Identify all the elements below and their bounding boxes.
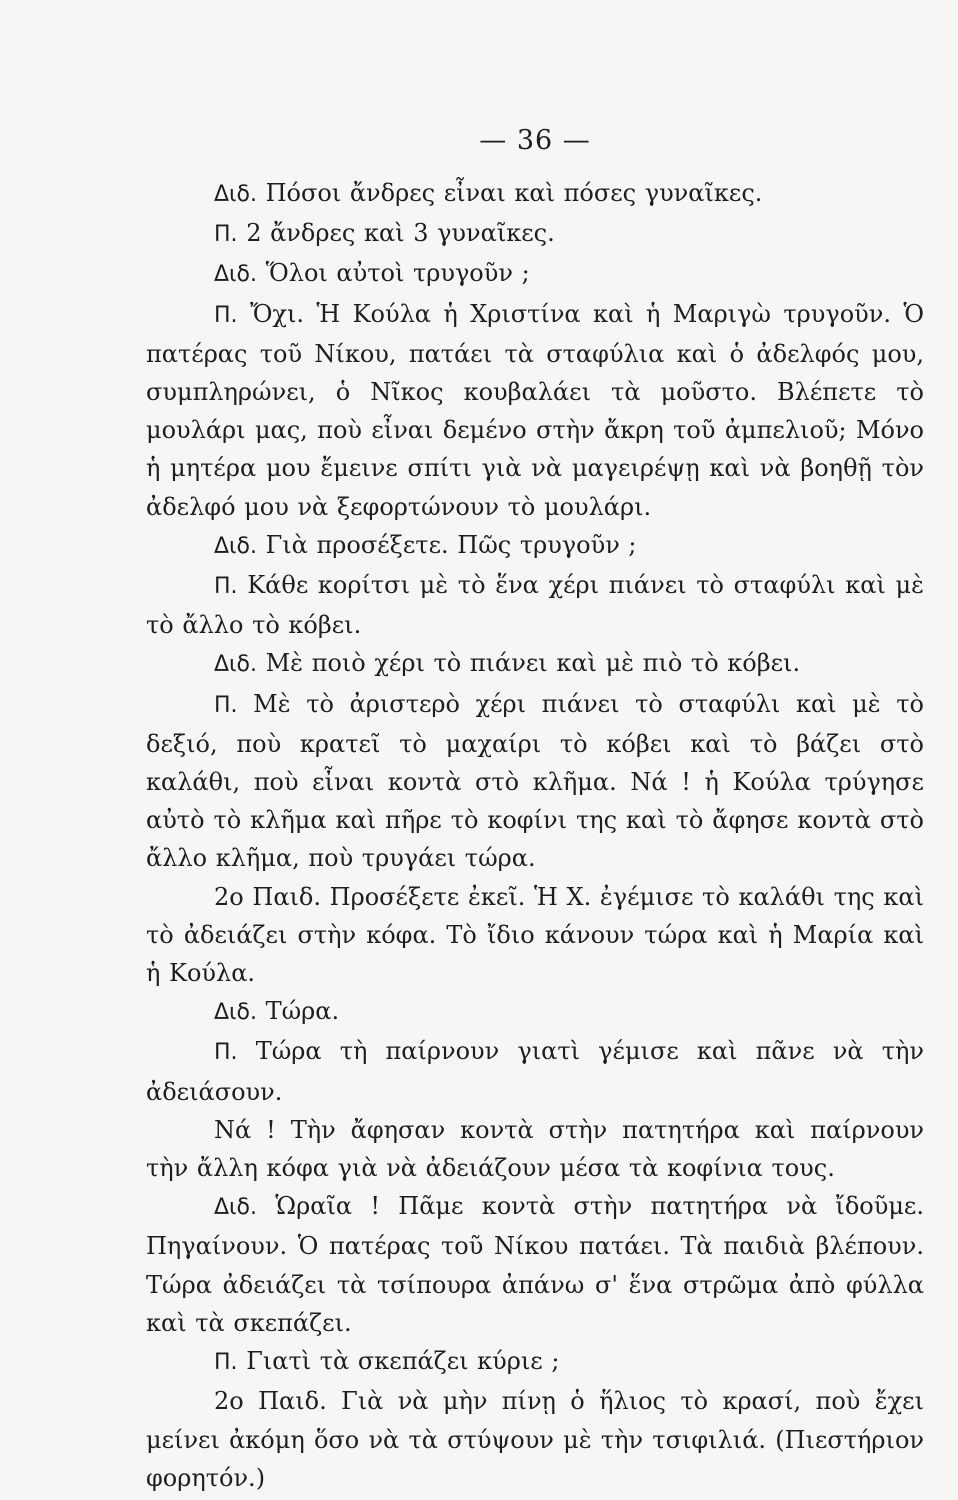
speaker-label: Π. [214,692,238,718]
paragraph [146,526,924,566]
document-page [146,118,924,1497]
paragraph-text: Πόσοι ἄνδρες εἶναι καὶ πόσες γυναῖκες. [265,179,763,207]
paragraph-text: Μὲ ποιὸ χέρι τὸ πιάνει καὶ μὲ πιὸ τὸ κόβει. [265,649,801,678]
speaker-label: Διδ. [214,182,257,207]
speaker-label: Π. [214,1350,238,1376]
paragraph-text: Γιὰ προσέξετε. Πῶς τρυγοῦν ; [265,530,637,559]
paragraph-text: Νά ! Τὴν ἄφησαν κοντὰ στὴν πατητήρα καὶ παίρνουν τὴν ἄλλη κόφα γιὰ νὰ ἀδειάζουν μέσα τὰ κοφίνια τους. [146,1115,924,1183]
speaker-label: Π. [214,1040,238,1066]
speaker-label: Διδ. [214,533,257,559]
paragraph [146,878,924,993]
paragraph-text: Γιατὶ τὰ σκεπάζει κύριε ; [246,1347,560,1376]
speaker-label: Διδ. [214,652,257,678]
page-number: — 36 — [479,125,591,156]
paragraph [146,174,924,214]
paragraph [146,1342,924,1382]
paragraph [146,644,924,684]
speaker-label: Διδ. [214,1195,257,1221]
paragraph [146,254,924,294]
speaker-label: Π. [214,302,238,328]
paragraph-text: Ὡραῖα ! Πᾶμε κοντὰ στὴν πατητήρα νὰ ἴδοῦμε. Πηγαίνουν. Ὁ πατέρας τοῦ Νίκου πατάει. Τὰ παιδιὰ βλέπουν. Τώρα ἀδειάζει τὰ τσίπουρα ἀπάνω σ' ἕνα στρῶμα ἀπὸ φύλλα καὶ τὰ σκεπάζει. [146,1192,924,1337]
speaker-label: Διδ. [214,262,257,288]
paragraph [146,992,924,1032]
paragraph-text: Τώρα τὴ παίρνουν γιατὶ γέμισε καὶ πᾶνε νὰ τὴν ἀδειάσουν. [146,1037,924,1106]
paragraph-text: 2ο Παιδ. Προσέξετε ἐκεῖ. Ἡ Χ. ἐγέμισε τὸ καλάθι της καὶ τὸ ἀδειάζει στὴν κόφα. Τὸ ἴδιο κάνουν τώρα καὶ ἡ Μαρία καὶ ἡ Κούλα. [146,882,924,988]
paragraph [146,685,924,878]
speaker-label: Π. [214,574,238,600]
paragraph [146,1382,924,1497]
paragraph-text: 2 ἄνδρες καὶ 3 γυναῖκες. [246,219,555,248]
paragraph [146,1032,924,1110]
paragraph-text: 2ο Παιδ. Γιὰ νὰ μὴν πίνῃ ὁ ἥλιος τὸ κρασί, ποὺ ἔχει μείνει ἀκόμη ὅσο νὰ τὰ στύψουν μὲ τὴν τσιφιλιά. (Πιεστήριον φορητόν.) [146,1387,924,1492]
paragraph-text: Ὅλοι αὐτοὶ τρυγοῦν ; [265,259,530,288]
paragraph [146,214,924,254]
speaker-label: Π. [214,222,238,248]
paragraph-text: Κάθε κορίτσι μὲ τὸ ἕνα χέρι πιάνει τὸ σταφύλι καὶ μὲ τὸ ἄλλο τὸ κόβει. [146,571,924,640]
paragraph [146,1187,924,1342]
paragraph-text: Μὲ τὸ ἀριστερὸ χέρι πιάνει τὸ σταφύλι καὶ μὲ τὸ δεξιό, ποὺ κρατεῖ τὸ μαχαίρι τὸ κόβει καὶ τὸ βάζει στὸ καλάθι, ποὺ εἶναι κοντὰ στὸ κλῆμα. Νά ! ἡ Κούλα τρύγησε αὐτὸ τὸ κλῆμα καὶ πῆρε τὸ κοφίνι της καὶ τὸ ἄφησε κοντὰ στὸ ἄλλο κλῆμα, ποὺ τρυγάει τώρα. [146,689,924,873]
paragraph [146,295,924,526]
paragraph-text: Ὄχι. Ἡ Κούλα ἡ Χριστίνα καὶ ἡ Μαριγὼ τρυγοῦν. Ὁ πατέρας τοῦ Νίκου, πατάει τὰ σταφύλια καὶ ὁ ἀδελφός μου, συμπληρώνει, ὁ Νῖκος κουβαλάει τὰ μοῦστο. Βλέπετε τὸ μουλάρι μας, ποὺ εἶναι δεμένο στὴν ἄκρη τοῦ ἀμπελιοῦ; Μόνο ἡ μητέρα μου ἔμεινε σπίτι γιὰ νὰ μαγειρέψῃ καὶ νὰ βοηθῇ τὸν ἀδελφό μου νὰ ξεφορτώνουν τὸ μουλάρι. [146,299,924,521]
paragraph-text: Τώρα. [265,997,340,1026]
speaker-label: Διδ. [214,1000,257,1026]
paragraph [146,1111,924,1187]
paragraph [146,566,924,644]
